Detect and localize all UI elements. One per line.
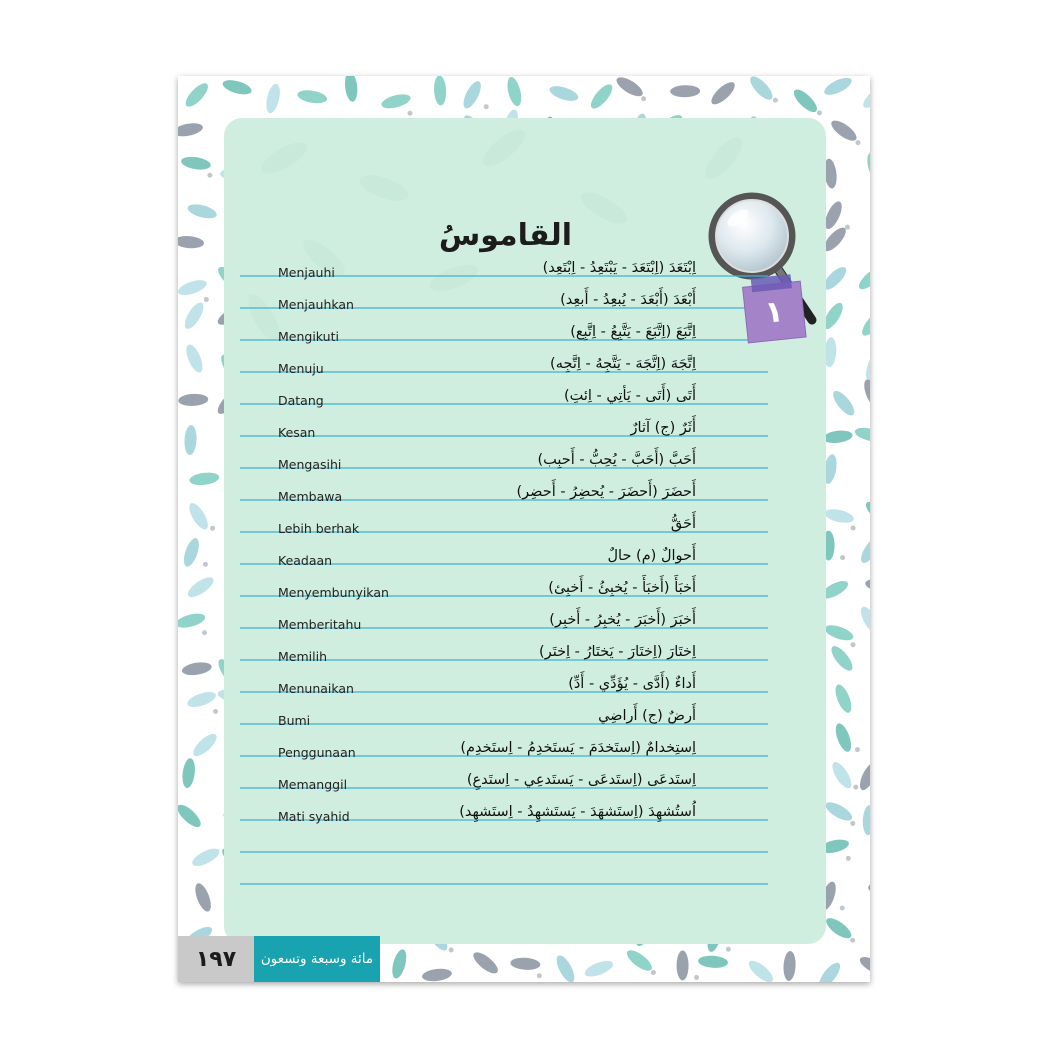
dictionary-entry — [224, 484, 754, 516]
malay-meaning: Membawa — [278, 489, 343, 504]
dictionary-entry — [224, 644, 754, 676]
malay-meaning: Menjauhkan — [278, 297, 354, 312]
dictionary-entry — [224, 708, 754, 740]
dictionary-entry — [224, 388, 754, 420]
malay-meaning: Memanggil — [278, 777, 348, 792]
book-page — [178, 76, 870, 982]
arabic-word: أَخبَأَ (أَخبَأَ - يُخبِئُ - أَخبِئ) — [548, 580, 696, 596]
dictionary-entry — [224, 772, 754, 804]
arabic-word: أَثَرٌ (ج) آثارٌ — [630, 420, 696, 436]
dictionary-entry — [224, 804, 754, 836]
malay-meaning: Memilih — [278, 649, 327, 664]
malay-meaning: Menyembunyikan — [278, 585, 389, 600]
dictionary-entry — [224, 740, 754, 772]
dictionary-entry — [224, 356, 754, 388]
page-title: القاموسُ — [438, 218, 572, 253]
dictionary-entry — [224, 324, 754, 356]
malay-meaning: Mati syahid — [278, 809, 350, 824]
malay-meaning: Keadaan — [278, 553, 333, 568]
malay-meaning: Mengikuti — [278, 329, 339, 344]
malay-meaning: Menunaikan — [278, 681, 354, 696]
arabic-word: اِختَارَ (اِختَارَ - يَختَارُ - اِختَر) — [539, 644, 696, 660]
arabic-word: اِتَّبَعَ (اِتَّبَعَ - يَتَّبِعُ - اِتَّبِع) — [570, 324, 696, 340]
dictionary-panel — [224, 118, 826, 944]
malay-meaning: Bumi — [278, 713, 311, 728]
arabic-word: أَخبَرَ (أَخبَرَ - يُخبِرُ - أَخبِر) — [549, 612, 696, 628]
dictionary-entry — [224, 420, 754, 452]
dictionary-entry — [224, 548, 754, 580]
arabic-word: اِستَدعَى (اِستَدعَى - يَستَدعِي - اِستَدعِ) — [466, 772, 696, 788]
dictionary-entry — [224, 516, 754, 548]
dictionary-entry — [224, 580, 754, 612]
malay-meaning: Menjauhi — [278, 265, 335, 280]
malay-meaning: Menuju — [278, 361, 324, 376]
arabic-word: أَحَبَّ (أَحَبَّ - يُحِبُّ - أَحبِب) — [537, 452, 696, 468]
arabic-word: أَحضَرَ (أَحضَرَ - يُحضِرُ - أَحضِر) — [516, 484, 696, 500]
malay-meaning: Memberitahu — [278, 617, 362, 632]
arabic-word: أَرضٌ (ج) أَراضِي — [598, 708, 696, 724]
dictionary-entry — [224, 452, 754, 484]
dictionary-entry — [224, 260, 754, 292]
malay-meaning: Datang — [278, 393, 324, 408]
page-number: ١٩٧ — [178, 936, 254, 982]
malay-meaning: Penggunaan — [278, 745, 356, 760]
arabic-word: أَتَى (أَتَى - يَأتِي - اِئتِ) — [563, 388, 696, 404]
chapter-number: ١ — [763, 293, 785, 331]
malay-meaning: Mengasihi — [278, 457, 342, 472]
arabic-word: اِبْتَعَدَ (اِبْتَعَدَ - يَبْتَعِدُ - اِبْتَعِد) — [542, 260, 696, 276]
dictionary-entry — [224, 292, 754, 324]
dictionary-entry — [224, 676, 754, 708]
arabic-word: اِتَّجَهَ (اِتَّجَهَ - يَتَّجِهُ - اِتَّجِه) — [550, 356, 696, 372]
dictionary-entry — [224, 612, 754, 644]
arabic-word: أَبْعَدَ (أَبْعَدَ - يُبعِدُ - أَبعِد) — [560, 292, 696, 308]
arabic-word: اُستُشهِدَ (اِستَشهَدَ - يَستَشهِدُ - اِستَشهِد) — [459, 804, 696, 820]
arabic-word: أَداءٌ (أَدَّى - يُؤَدِّي - أَدِّ) — [568, 676, 696, 692]
malay-meaning: Lebih berhak — [278, 521, 360, 536]
arabic-word: أَحوالٌ (م) حالٌ — [607, 548, 696, 564]
malay-meaning: Kesan — [278, 425, 316, 440]
chapter-badge — [740, 274, 810, 348]
arabic-word: أَحَقُّ — [670, 516, 696, 532]
page-number-words: مائة وسبعة وتسعون — [254, 936, 380, 982]
arabic-word: اِستِخدامٌ (اِستَخدَمَ - يَستَخدِمُ - اِستَخدِم) — [460, 740, 696, 756]
